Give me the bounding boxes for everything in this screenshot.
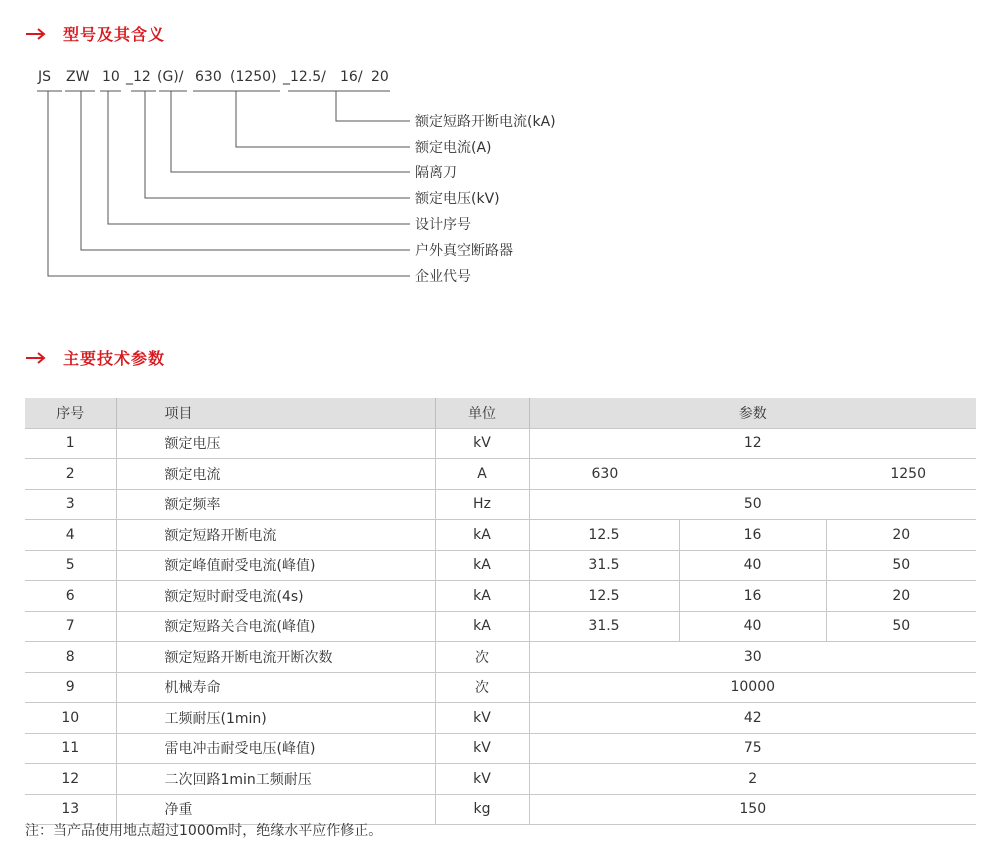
cell-no: 6 — [25, 581, 116, 612]
cell-item: 雷电冲击耐受电压(峰值) — [116, 733, 435, 764]
cell-value: 12.5 — [529, 581, 679, 612]
cell-unit: kA — [435, 581, 529, 612]
table-row — [25, 459, 976, 490]
code-label: 企业代号 — [415, 269, 471, 285]
header-unit: 单位 — [435, 398, 529, 428]
code-part: 20 — [371, 69, 389, 85]
cell-unit: kV — [435, 733, 529, 764]
header-no: 序号 — [25, 398, 116, 428]
code-label: 额定电压(kV) — [415, 191, 500, 207]
cell-unit: 次 — [435, 642, 529, 673]
cell-unit: Hz — [435, 489, 529, 520]
cell-unit: kV — [435, 764, 529, 795]
code-part: (G)/ — [157, 69, 184, 85]
cell-no: 12 — [25, 764, 116, 795]
leader-line — [81, 91, 410, 250]
header-item: 项目 — [116, 398, 435, 428]
cell-item: 二次回路1min工频耐压 — [116, 764, 435, 795]
cell-no: 10 — [25, 703, 116, 734]
cell-value: 12.5 — [529, 520, 679, 551]
cell-value: 31.5 — [529, 611, 679, 642]
cell-value: 20 — [826, 520, 976, 551]
section-title: 型号及其含义 — [63, 25, 166, 44]
table-header-row — [25, 398, 976, 428]
table-row — [25, 642, 976, 673]
cell-unit: A — [435, 459, 529, 490]
cell-no: 2 — [25, 459, 116, 490]
cell-item: 额定短路开断电流 — [116, 520, 435, 551]
cell-value-group — [529, 459, 976, 490]
table-row — [25, 672, 976, 703]
code-part: 16/ — [340, 69, 363, 85]
code-label: 隔离刀 — [415, 165, 457, 181]
cell-unit: kg — [435, 794, 529, 825]
footnote: 注：当产品使用地点超过1000m时，绝缘水平应作修正。 — [25, 823, 383, 839]
cell-no: 4 — [25, 520, 116, 551]
model-code-diagram — [0, 60, 1000, 300]
cell-value: 10000 — [529, 672, 976, 703]
leader-line — [145, 91, 410, 198]
cell-unit: kA — [435, 611, 529, 642]
section-heading-model — [25, 22, 165, 45]
cell-item: 额定短路开断电流开断次数 — [116, 642, 435, 673]
cell-unit: kV — [435, 428, 529, 459]
cell-value: 150 — [529, 794, 976, 825]
cell-unit: kA — [435, 520, 529, 551]
cell-no: 8 — [25, 642, 116, 673]
cell-unit: 次 — [435, 672, 529, 703]
cell-value: 50 — [529, 489, 976, 520]
table-row — [25, 520, 976, 551]
cell-no: 5 — [25, 550, 116, 581]
cell-item: 额定电流 — [116, 459, 435, 490]
cell-value: 630 — [591, 465, 619, 482]
cell-item: 额定频率 — [116, 489, 435, 520]
cell-no: 9 — [25, 672, 116, 703]
cell-value: 16 — [679, 581, 826, 612]
leader-line — [236, 91, 410, 147]
section-heading-params — [25, 346, 165, 369]
leader-line — [336, 91, 410, 121]
cell-no: 3 — [25, 489, 116, 520]
cell-item: 额定电压 — [116, 428, 435, 459]
table-row — [25, 581, 976, 612]
cell-value: 2 — [529, 764, 976, 795]
leader-line — [171, 91, 410, 172]
cell-item: 额定峰值耐受电流(峰值) — [116, 550, 435, 581]
header-params: 参数 — [529, 398, 976, 428]
cell-value: 50 — [826, 611, 976, 642]
cell-value: 42 — [529, 703, 976, 734]
code-part: (1250) — [230, 69, 277, 85]
cell-item: 净重 — [116, 794, 435, 825]
code-label: 户外真空断路器 — [415, 243, 513, 259]
cell-item: 额定短时耐受电流(4s) — [116, 581, 435, 612]
table-row — [25, 733, 976, 764]
table-row — [25, 489, 976, 520]
cell-no: 7 — [25, 611, 116, 642]
leader-line — [108, 91, 410, 224]
code-part: 10 — [102, 69, 120, 85]
cell-value: 16 — [679, 520, 826, 551]
code-part: _12.5/ — [283, 69, 326, 85]
section-title: 主要技术参数 — [63, 349, 166, 368]
table-row — [25, 764, 976, 795]
cell-value: 40 — [679, 611, 826, 642]
leader-line — [48, 91, 410, 276]
cell-value: 20 — [826, 581, 976, 612]
arrow-right-icon — [25, 27, 47, 41]
code-part: 630 — [195, 69, 222, 85]
cell-no: 11 — [25, 733, 116, 764]
code-label: 额定电流(A) — [415, 140, 492, 156]
code-label: 设计序号 — [415, 217, 471, 233]
cell-no: 1 — [25, 428, 116, 459]
table-row — [25, 550, 976, 581]
cell-value: 12 — [529, 428, 976, 459]
cell-value: 50 — [826, 550, 976, 581]
cell-item: 额定短路关合电流(峰值) — [116, 611, 435, 642]
cell-unit: kV — [435, 703, 529, 734]
cell-value: 1250 — [890, 465, 926, 482]
cell-unit: kA — [435, 550, 529, 581]
cell-item: 机械寿命 — [116, 672, 435, 703]
cell-no: 13 — [25, 794, 116, 825]
table-row — [25, 428, 976, 459]
code-part: _12 — [126, 69, 151, 85]
table-row — [25, 611, 976, 642]
cell-value: 75 — [529, 733, 976, 764]
cell-value: 30 — [529, 642, 976, 673]
code-part: ZW — [66, 69, 90, 85]
code-part: JS — [38, 69, 52, 85]
table-row — [25, 703, 976, 734]
arrow-right-icon — [25, 351, 47, 365]
cell-item: 工频耐压(1min) — [116, 703, 435, 734]
parameters-table — [25, 398, 976, 825]
code-label: 额定短路开断电流(kA) — [415, 114, 556, 130]
cell-value: 40 — [679, 550, 826, 581]
cell-value: 31.5 — [529, 550, 679, 581]
